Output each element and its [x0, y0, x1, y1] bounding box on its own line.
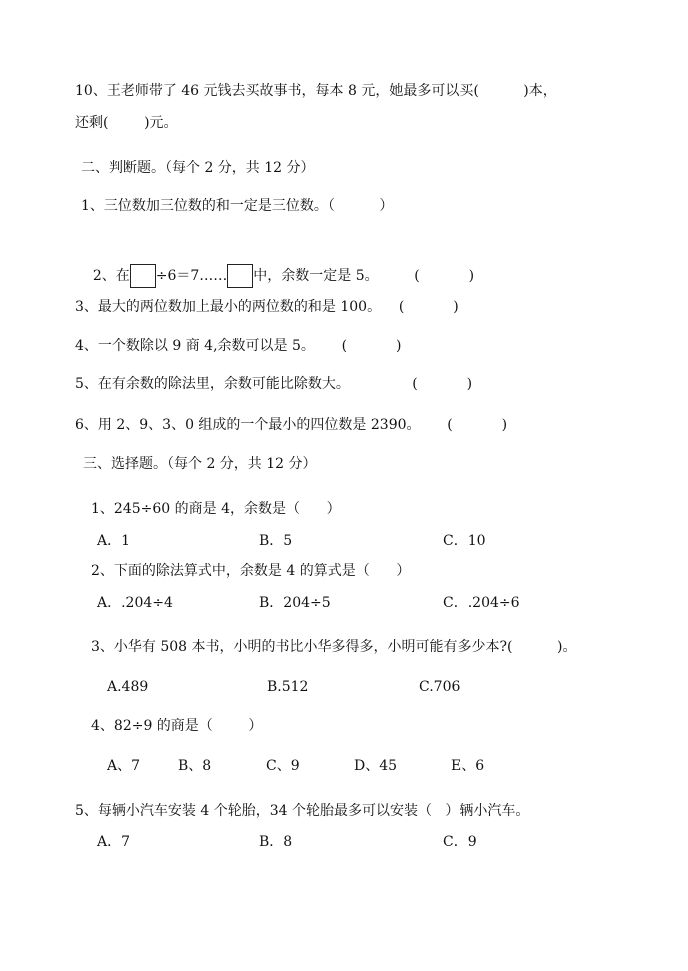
choice-question-5: 5、每辆小汽车安装 4 个轮胎，34 个轮胎最多可以安装（ ）辆小汽车。 [75, 803, 530, 819]
choice-q5-option-b: B．8 [259, 834, 293, 850]
judge-question-3: 3、最大的两位数加上最小的两位数的和是 100。 ( ) [75, 299, 459, 315]
choice-q3-option-b: B.512 [267, 679, 309, 695]
choice-question-3: 3、小华有 508 本书，小明的书比小华多得多，小明可能有多少本?( )。 [91, 639, 577, 655]
choice-q4-option-c: C、9 [266, 758, 300, 774]
judge-question-1: 1、三位数加三位数的和一定是三位数。（ ） [81, 198, 394, 214]
choice-q4-option-b: B、8 [178, 758, 212, 774]
judge-question-2-equation: ÷6＝7…… [155, 268, 228, 284]
dividend-blank-box [130, 264, 156, 288]
choice-question-2: 2、下面的除法算式中，余数是 4 的算式是（ ） [91, 563, 411, 579]
choice-q1-option-c: C．10 [443, 533, 486, 549]
remainder-blank-box [227, 264, 253, 288]
question-10-line-2: 还剩( )元。 [75, 115, 178, 131]
choice-q3-option-c: C.706 [419, 679, 461, 695]
choice-q2-option-b: B．204÷5 [259, 595, 331, 611]
judge-question-6: 6、用 2、9、3、0 组成的一个最小的四位数是 2390。 ( ) [75, 417, 508, 433]
judge-question-5: 5、在有余数的除法里，余数可能比除数大。 ( ) [75, 376, 473, 392]
choice-question-1: 1、245÷60 的商是 4，余数是（ ） [91, 501, 341, 517]
choice-question-4: 4、82÷9 的商是（ ） [91, 718, 263, 734]
choice-q1-option-b: B．5 [259, 533, 293, 549]
choice-q4-option-e: E、6 [451, 758, 485, 774]
choice-q4-option-d: D、45 [354, 758, 398, 774]
judge-question-2 [75, 246, 474, 306]
choice-section-heading: 三、选择题。（每个 2 分，共 12 分） [83, 456, 317, 472]
choice-q1-option-a: A．1 [97, 533, 131, 549]
choice-q3-option-a: A.489 [107, 679, 149, 695]
choice-q2-option-a: A．.204÷4 [97, 595, 173, 611]
choice-q5-option-c: C．9 [443, 834, 477, 850]
choice-q5-option-a: A．7 [97, 834, 131, 850]
judge-question-2-prefix: 2、在 [92, 268, 130, 284]
question-10-line-1: 10、王老师带了 46 元钱去买故事书，每本 8 元，她最多可以买( )本， [75, 83, 557, 99]
judge-section-heading: 二、判断题。（每个 2 分，共 12 分） [81, 160, 315, 176]
choice-q4-option-a: A、7 [107, 758, 141, 774]
choice-q2-option-c: C．.204÷6 [443, 595, 520, 611]
judge-question-4: 4、一个数除以 9 商 4,余数可以是 5。 ( ) [75, 338, 402, 354]
judge-question-2-suffix: 中，余数一定是 5。 ( ) [253, 268, 475, 284]
